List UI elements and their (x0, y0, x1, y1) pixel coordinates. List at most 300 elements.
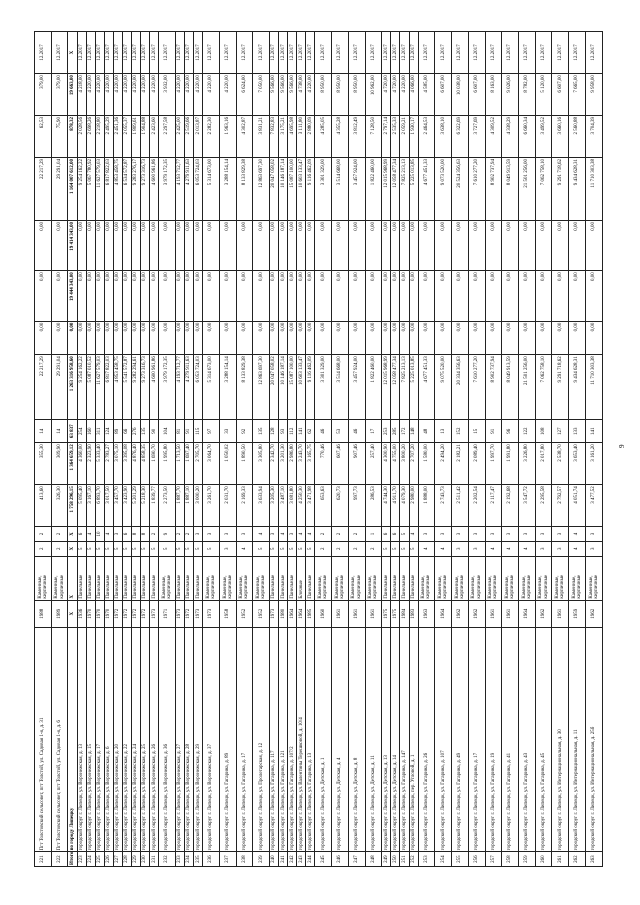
cell-regional-funds: 0,00 (409, 271, 418, 321)
total-row (68, 32, 77, 867)
cell-municipal-funds: 0,00 (409, 220, 418, 270)
cell-regional-funds: 0,00 (418, 271, 435, 321)
cell-floors: 5 (409, 541, 418, 556)
cell-owner-funds: 5 067 780,92 (86, 158, 95, 221)
cell-year-built: 1972 (185, 600, 194, 627)
cell-max-unit-cost: 8 950,00 (315, 74, 332, 116)
cell-municipal-funds: 0,00 (185, 220, 194, 270)
cell-federal-funds: 0,00 (468, 321, 485, 355)
cell-residents: 141 (585, 420, 602, 443)
cell-municipal-funds: 0,00 (131, 220, 140, 270)
table-row (502, 32, 519, 867)
cell-total-area: 3 457,70 (113, 485, 122, 527)
cell-total-area: 2 792,57 (552, 485, 569, 527)
cell-year-built: 1959 (569, 600, 586, 627)
cell-planned-date: 12.2017 (382, 32, 391, 74)
cell-year-built: 1970 (95, 600, 104, 627)
cell-wall-material: Панельные (306, 556, 315, 600)
cell-entrances: 6 (382, 527, 391, 542)
table-row (435, 32, 452, 867)
cell-total-cost: 1 822 460,00 (365, 355, 382, 420)
cell-residents: 135 (141, 420, 150, 443)
cell-total-cost: 11 710 303,38 (585, 355, 602, 420)
cell-regional-funds: 0,00 (391, 271, 400, 321)
cell-max-unit-cost: 4 220,00 (175, 74, 184, 116)
table-row (131, 32, 140, 867)
cell-municipal-funds: 0,00 (77, 220, 86, 270)
cell-planned-date: 12.2017 (131, 32, 140, 74)
cell-max-unit-cost: 4 220,00 (203, 74, 220, 116)
cell-entrances: 4 (306, 527, 315, 542)
cell-municipal-funds: 19 414 343,00 (68, 220, 77, 270)
cell-owner-funds: 4 853 458,75 (113, 158, 122, 221)
cell-total-area: 3 261,70 (203, 485, 220, 527)
cell-planned-date: 12.2017 (409, 32, 418, 74)
table-row (535, 32, 552, 867)
cell-total-area: 2 273,50 (159, 485, 176, 527)
cell-residents: 104 (159, 420, 176, 443)
cell-total-cost: 15 087 100,00 (288, 355, 297, 420)
cell-planned-date: 12.2017 (315, 32, 332, 74)
cell-unit-cost: 1 904,88 (141, 116, 150, 158)
cell-unit-cost: 4 285,05 (315, 116, 332, 158)
table-row (569, 32, 586, 867)
table-row (219, 32, 236, 867)
cell-total-area: 2 169,33 (236, 485, 253, 527)
cell-unit-cost: 2 218,80 (95, 116, 104, 158)
cell-address: городской округ г. Липецк, ул. Воронежская, д. 20 (113, 627, 122, 851)
cell-entrances: 3 (219, 527, 236, 542)
cell-entrances: 3 (452, 527, 469, 542)
cell-floors: 5 (391, 541, 400, 556)
cell-row-number: 233 (175, 852, 184, 867)
cell-owner-funds: 21 501 256,00 (518, 158, 535, 221)
cell-owner-funds: 9 073 520,00 (435, 158, 452, 221)
cell-total-cost: 12 863 697,30 (253, 355, 270, 420)
cell-total-area: 5 201,29 (131, 485, 140, 527)
cell-floors: 5 (279, 541, 288, 556)
page-number: 9 (618, 444, 626, 448)
cell-residents: 14 (51, 420, 68, 443)
cell-wall-material: Панельные (409, 556, 418, 600)
cell-floors: 3 (468, 541, 485, 556)
cell-total-area: 2 743,73 (435, 485, 452, 527)
cell-federal-funds: 0,00 (502, 321, 519, 355)
table-row (348, 32, 365, 867)
cell-row-number: 237 (219, 852, 236, 867)
cell-total-cost: 5 541 572,87 (122, 355, 131, 420)
cell-row-number: 254 (435, 852, 452, 867)
cell-regional-funds: 0,00 (535, 271, 552, 321)
cell-regional-funds: 0,00 (552, 271, 569, 321)
cell-regional-funds: 0,00 (141, 271, 150, 321)
cell-max-unit-cost: 19 663,00 (68, 74, 77, 116)
cell-entrances: X (68, 527, 77, 542)
cell-total-area: 2 295,58 (535, 485, 552, 527)
cell-owner-funds: 10 603 133,47 (297, 158, 306, 221)
cell-floors: 2 (315, 541, 332, 556)
cell-planned-date: 12.2017 (391, 32, 400, 74)
cell-total-cost: 5 087 010,52 (86, 355, 95, 420)
cell-living-area: 907,46 (348, 443, 365, 485)
cell-max-unit-cost: 8 950,00 (332, 74, 349, 116)
cell-row-number: 234 (185, 852, 194, 867)
cell-total-area: 3 205,30 (270, 485, 279, 527)
cell-regional-funds: 0,00 (77, 271, 86, 321)
cell-federal-funds: 0,00 (569, 321, 586, 355)
cell-total-area: 1 839,77 (150, 485, 159, 527)
cell-year-built: 1973 (270, 600, 279, 627)
cell-address: городской округ г. Липецк, ул. Гагарина, д. 13 (306, 627, 315, 851)
cell-wall-material: Панельные (113, 556, 122, 600)
cell-year-built: 1960 (315, 600, 332, 627)
cell-living-area: 4 755,00 (391, 443, 400, 485)
cell-floors: 5 (95, 541, 104, 556)
cell-owner-funds: 4 279 911,63 (185, 158, 194, 221)
cell-municipal-funds: 0,00 (468, 220, 485, 270)
cell-year-built: 1962 (452, 600, 469, 627)
cell-max-unit-cost: 4 220,00 (141, 74, 150, 116)
cell-entrances: 3 (435, 527, 452, 542)
cell-year-built: 1961 (348, 600, 365, 627)
cell-federal-funds: 0,00 (418, 321, 435, 355)
cell-row-number: 263 (585, 852, 602, 867)
table-row (382, 32, 391, 867)
cell-entrances: 3 (113, 527, 122, 542)
cell-address: городской округ г. Липецк, ул. Воронежская, д. 36 (159, 627, 176, 851)
cell-living-area: 3 800,20 (400, 443, 409, 485)
cell-entrances: 6 (77, 527, 86, 542)
cell-federal-funds: 0,00 (35, 321, 52, 355)
cell-planned-date: 12.2017 (535, 32, 552, 74)
table-row (86, 32, 95, 867)
table-row (391, 32, 400, 867)
cell-municipal-funds: 0,00 (194, 220, 203, 270)
cell-row-number: 225 (95, 852, 104, 867)
cell-wall-material: X (68, 556, 77, 600)
cell-unit-cost: 3 175,21 (279, 116, 288, 158)
cell-federal-funds: 0,00 (552, 321, 569, 355)
cell-regional-funds: 0,00 (219, 271, 236, 321)
cell-floors: 2 (332, 541, 349, 556)
cell-municipal-funds: 0,00 (348, 220, 365, 270)
cell-municipal-funds: 0,00 (502, 220, 519, 270)
cell-municipal-funds: 0,00 (113, 220, 122, 270)
cell-year-built: 1958 (219, 600, 236, 627)
cell-regional-funds: 0,00 (279, 271, 288, 321)
cell-planned-date: 12.2017 (104, 32, 113, 74)
cell-regional-funds: 0,00 (382, 271, 391, 321)
cell-total-area: 3 081,80 (288, 485, 297, 527)
cell-address: городской округ г. Липецк, ул. Интернациональная, д. 11 (569, 627, 586, 851)
cell-unit-cost: 3 704,39 (585, 116, 602, 158)
cell-year-built: 1962 (585, 600, 602, 627)
cell-federal-funds: 0,00 (185, 321, 194, 355)
cell-total-cost: 9 254 162,22 (77, 355, 86, 420)
table-row (77, 32, 86, 867)
cell-living-area: 1 364 659,12 (68, 443, 77, 485)
table-row (253, 32, 270, 867)
cell-planned-date: 12.2017 (468, 32, 485, 74)
cell-max-unit-cost: 3 932,00 (159, 74, 176, 116)
cell-total-area: 3 487,10 (279, 485, 288, 527)
cell-max-unit-cost: 10 038,00 (452, 74, 469, 116)
cell-row-number: 222 (51, 852, 68, 867)
cell-planned-date: 12.2017 (203, 32, 220, 74)
cell-row-number: 252 (409, 852, 418, 867)
cell-owner-funds: 8 049 913,59 (502, 158, 519, 221)
cell-living-area: 1 713,50 (175, 443, 184, 485)
cell-planned-date: 12.2017 (502, 32, 519, 74)
cell-floors: 3 (552, 541, 569, 556)
cell-regional-funds: 0,00 (95, 271, 104, 321)
cell-federal-funds: 0,00 (348, 321, 365, 355)
cell-wall-material: Каменные, кирпичные (236, 556, 253, 600)
cell-living-area: 3 201,30 (279, 443, 288, 485)
cell-total-cost: 3 514 668,00 (332, 355, 349, 420)
cell-residents: 160 (86, 420, 95, 443)
cell-max-unit-cost: 9 026,00 (502, 74, 519, 116)
cell-owner-funds: 3 514 668,00 (332, 158, 349, 221)
cell-year-built: 1936 (77, 600, 86, 627)
cell-municipal-funds: 0,00 (253, 220, 270, 270)
cell-municipal-funds: 0,00 (332, 220, 349, 270)
cell-municipal-funds: 0,00 (306, 220, 315, 270)
cell-row-number: 251 (400, 852, 409, 867)
cell-owner-funds: 6 053 724,03 (194, 158, 203, 221)
cell-total-cost: 22 217,29 (35, 355, 52, 420)
cell-residents: 91 (185, 420, 194, 443)
cell-unit-cost: 3 812,49 (348, 116, 365, 158)
cell-residents: 46 (348, 420, 365, 443)
cell-max-unit-cost: 7 050,00 (253, 74, 270, 116)
cell-year-built: 1971 (159, 600, 176, 627)
cell-municipal-funds: 0,00 (35, 220, 52, 270)
cell-planned-date: 12.2017 (175, 32, 184, 74)
cell-total-cost: 20 334 356,63 (452, 355, 469, 420)
cell-living-area: 607,46 (332, 443, 349, 485)
cell-regional-funds: 0,00 (400, 271, 409, 321)
cell-owner-funds: 11 710 303,38 (585, 158, 602, 221)
cell-row-number: 243 (297, 852, 306, 867)
cell-max-unit-cost: 4 220,00 (400, 74, 409, 116)
cell-residents: 285 (391, 420, 400, 443)
cell-floors: 2 (348, 541, 365, 556)
cell-planned-date: 12.2017 (332, 32, 349, 74)
cell-living-area: 257,40 (365, 443, 382, 485)
cell-unit-cost: 4 695,98 (288, 116, 297, 158)
cell-total-cost: 10 603 133,47 (297, 355, 306, 420)
cell-wall-material: Панельные (86, 556, 95, 600)
cell-address: городской округ г. Липецк, ул. Воронежская, д. 29 (194, 627, 203, 851)
cell-federal-funds: 0,00 (203, 321, 220, 355)
table-row (306, 32, 315, 867)
cell-federal-funds: 0,00 (150, 321, 159, 355)
table-row (288, 32, 297, 867)
cell-year-built: 1984 (400, 600, 409, 627)
cell-floors: 5 (194, 541, 203, 556)
cell-planned-date: 12.2017 (400, 32, 409, 74)
cell-regional-funds: 0,00 (122, 271, 131, 321)
cell-wall-material: Панельные (288, 556, 297, 600)
cell-total-area: 653,63 (315, 485, 332, 527)
cell-row-number: 261 (552, 852, 569, 867)
cell-planned-date: 12.2017 (236, 32, 253, 74)
cell-federal-funds: 0,00 (585, 321, 602, 355)
cell-total-cost: 4 853 458,75 (113, 355, 122, 420)
cell-entrances: 3 (418, 527, 435, 542)
cell-row-number: 249 (382, 852, 391, 867)
cell-owner-funds: 12 015 968,99 (382, 158, 391, 221)
cell-planned-date: 12.2017 (518, 32, 535, 74)
cell-unit-cost: 2 535,33 (391, 116, 400, 158)
cell-living-area: 2 323,90 (86, 443, 95, 485)
cell-unit-cost: 2 055,37 (122, 116, 131, 158)
cell-total-cost: 8 049 913,59 (502, 355, 519, 420)
cell-municipal-funds: 0,00 (150, 220, 159, 270)
cell-residents: 122 (518, 420, 535, 443)
cell-row-number: 262 (569, 852, 586, 867)
cell-regional-funds: 0,00 (435, 271, 452, 321)
cell-total-area: 3 017,50 (104, 485, 113, 527)
cell-total-area: 3 471,98 (306, 485, 315, 527)
cell-federal-funds: 0,00 (485, 321, 502, 355)
cell-owner-funds: 9 116 462,09 (306, 158, 315, 221)
cell-total-area: 3 477,52 (585, 485, 602, 527)
cell-living-area: 3 075,10 (113, 443, 122, 485)
cell-max-unit-cost: 4 220,00 (86, 74, 95, 116)
cell-total-cost: 29 291,04 (51, 355, 68, 420)
cell-owner-funds: 7 825 213,13 (400, 158, 409, 221)
cell-municipal-funds: 0,00 (236, 220, 253, 270)
cell-entrances: 1 (365, 527, 382, 542)
cell-living-area: 3 161,20 (585, 443, 602, 485)
cell-unit-cost: 4 309,52 (485, 116, 502, 158)
cell-planned-date: 12.2017 (452, 32, 469, 74)
cell-total-cost: 9 282 294,61 (131, 355, 140, 420)
cell-wall-material: Каменные, кирпичные (203, 556, 220, 600)
cell-unit-cost: 3 499,52 (535, 116, 552, 158)
cell-total-area: 1 758 296,15 (68, 485, 77, 527)
cell-floors: 2 (51, 541, 68, 556)
cell-total-area: 5 095,40 (77, 485, 86, 527)
cell-max-unit-cost: 7 665,00 (569, 74, 586, 116)
cell-wall-material: Каменные, кирпичные (365, 556, 382, 600)
cell-federal-funds: 0,00 (253, 321, 270, 355)
cell-row-number: 255 (452, 852, 469, 867)
cell-regional-funds: 0,00 (502, 271, 519, 321)
cell-year-built: 1961 (485, 600, 502, 627)
cell-regional-funds: 0,00 (185, 271, 194, 321)
cell-regional-funds: 0,00 (253, 271, 270, 321)
cell-municipal-funds: 0,00 (400, 220, 409, 270)
cell-living-area: 1 995,80 (159, 443, 176, 485)
cell-address: городской округ г. Липецк, ул. Детская, д. 1 (315, 627, 332, 851)
cell-planned-date: 12.2017 (159, 32, 176, 74)
cell-regional-funds: 0,00 (51, 271, 68, 321)
cell-municipal-funds: 0,00 (315, 220, 332, 270)
cell-address: городской округ г. Липецк, ул. Гагарина, д. 89 (219, 627, 236, 851)
cell-wall-material: Панельные (270, 556, 279, 600)
table-row (104, 32, 113, 867)
cell-federal-funds: 0,00 (95, 321, 104, 355)
cell-wall-material: Каменные, кирпичные (569, 556, 586, 600)
cell-wall-material: Панельные (279, 556, 288, 600)
cell-regional-funds: 0,00 (194, 271, 203, 321)
cell-living-area: 5 333,40 (95, 443, 104, 485)
table-row (585, 32, 602, 867)
cell-regional-funds: 0,00 (452, 271, 469, 321)
cell-total-area: 4 744,30 (382, 485, 391, 527)
cell-residents: 93 (279, 420, 288, 443)
cell-total-cost: 12 015 968,99 (382, 355, 391, 420)
cell-year-built: 1973 (194, 600, 203, 627)
cell-living-area: 4 876,40 (131, 443, 140, 485)
cell-living-area: 1 890,50 (236, 443, 253, 485)
cell-year-built: 1973 (150, 600, 159, 627)
cell-planned-date: 12.2017 (485, 32, 502, 74)
cell-living-area: 309,90 (51, 443, 68, 485)
cell-wall-material: Каменные, кирпичные (219, 556, 236, 600)
cell-wall-material: Каменные, кирпичные (585, 556, 602, 600)
cell-year-built: 1964 (288, 600, 297, 627)
cell-regional-funds: 0,00 (270, 271, 279, 321)
cell-municipal-funds: 0,00 (219, 220, 236, 270)
cell-max-unit-cost: 6 624,00 (236, 74, 253, 116)
cell-regional-funds: 0,00 (104, 271, 113, 321)
table-row (552, 32, 569, 867)
cell-planned-date: 12.2017 (150, 32, 159, 74)
cell-wall-material: Каменные, кирпичные (552, 556, 569, 600)
cell-planned-date: 12.2017 (418, 32, 435, 74)
table-row (409, 32, 418, 867)
cell-total-area: 3 167,10 (86, 485, 95, 527)
cell-wall-material: Каменные, кирпичные (535, 556, 552, 600)
cell-total-area: 2 980,00 (409, 485, 418, 527)
cell-row-number: 221 (35, 852, 52, 867)
cell-regional-funds: 0,00 (150, 271, 159, 321)
cell-federal-funds: 0,00 (113, 321, 122, 355)
cell-wall-material: Панельные (382, 556, 391, 600)
cell-owner-funds: 3 288 154,14 (219, 158, 236, 221)
cell-residents: 15 (468, 420, 485, 443)
cell-wall-material: Панельные (194, 556, 203, 600)
cell-floors: 4 (502, 541, 519, 556)
cell-address: городской округ г. Липецк, ул. Валентины Терешковой, д. 10/4 (297, 627, 306, 851)
cell-municipal-funds: 0,00 (203, 220, 220, 270)
cell-wall-material: Панельные (391, 556, 400, 600)
cell-living-area: 2 783,27 (104, 443, 113, 485)
cell-total-cost: 7 610 277,20 (468, 355, 485, 420)
cell-federal-funds: 0,00 (194, 321, 203, 355)
cell-address: городской округ г. Липецк, ул. Воронежская, д. 15 (86, 627, 95, 851)
cell-unit-cost: 2 698,26 (86, 116, 95, 158)
cell-max-unit-cost: 8 950,00 (348, 74, 365, 116)
cell-total-area: 620,73 (332, 485, 349, 527)
cell-living-area: 2 986,80 (288, 443, 297, 485)
cell-address: городской округ г. Липецк, ул. Воронежская, д. 26 (150, 627, 159, 851)
cell-owner-funds: 7 610 277,20 (468, 158, 485, 221)
cell-living-area: 3 165,75 (306, 443, 315, 485)
cell-owner-funds: 9 273 316,73 (141, 158, 150, 221)
cell-planned-date: 12.2017 (185, 32, 194, 74)
cell-federal-funds: 0,00 (219, 321, 236, 355)
cell-federal-funds: 0,00 (270, 321, 279, 355)
cell-regional-funds: 0,00 (485, 271, 502, 321)
cell-floors: 4 (569, 541, 586, 556)
cell-wall-material: Панельные (131, 556, 140, 600)
cell-regional-funds: 0,00 (86, 271, 95, 321)
